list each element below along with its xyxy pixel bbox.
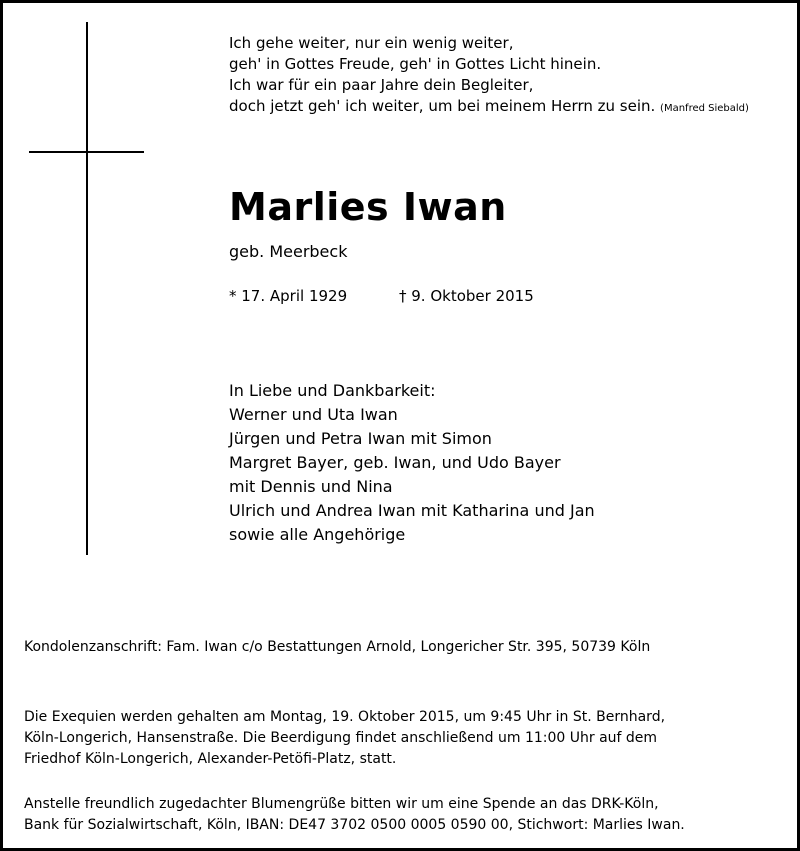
mourner-line: sowie alle Angehörige: [229, 525, 406, 544]
life-dates: [229, 286, 534, 306]
maiden-name: geb. Meerbeck: [229, 242, 348, 261]
donation-info: [24, 794, 685, 836]
cross-vertical-bar: [86, 22, 88, 555]
birth-date: * 17. April 1929: [229, 287, 348, 305]
mourner-line: Jürgen und Petra Iwan mit Simon: [229, 429, 492, 448]
mourner-line: mit Dennis und Nina: [229, 477, 393, 496]
mourner-line: Ulrich und Andrea Iwan mit Katharina und Jan: [229, 501, 595, 520]
mourner-line: Werner und Uta Iwan: [229, 405, 398, 424]
condolence-address-text: Kondolenzanschrift: Fam. Iwan c/o Bestattungen Arnold, Longericher Str. 395, 50739 Köln: [24, 639, 651, 655]
deceased-name: Marlies Iwan: [229, 185, 507, 229]
poem-line: Ich war für ein paar Jahre dein Begleiter,: [229, 76, 534, 94]
cross-horizontal-bar: [29, 151, 144, 153]
donation-info-line: Bank für Sozialwirtschaft, Köln, IBAN: DE47 3702 0500 0005 0590 00, Stichwort: Marlies Iwan.: [24, 817, 685, 833]
mourner-line: Margret Bayer, geb. Iwan, und Udo Bayer: [229, 453, 561, 472]
funeral-info-line: Köln-Longerich, Hansenstraße. Die Beerdigung findet anschließend um 11:00 Uhr auf dem: [24, 730, 658, 746]
poem: [229, 33, 749, 119]
funeral-info-line: Friedhof Köln-Longerich, Alexander-Petöfi-Platz, statt.: [24, 751, 397, 767]
poem-line-text: doch jetzt geh' ich weiter, um bei meinem Herrn zu sein.: [229, 97, 656, 115]
mourners-heading: In Liebe und Dankbarkeit:: [229, 381, 436, 400]
poem-line: [229, 96, 749, 119]
condolence-address: [24, 637, 650, 658]
poem-line: Ich gehe weiter, nur ein wenig weiter,: [229, 34, 514, 52]
poem-line: geh' in Gottes Freude, geh' in Gottes Licht hinein.: [229, 55, 602, 73]
mourners-list: [229, 379, 595, 547]
donation-info-line: Anstelle freundlich zugedachter Blumengrüße bitten wir um eine Spende an das DRK-Köln,: [24, 796, 659, 812]
funeral-info: [24, 707, 665, 770]
death-date: † 9. Oktober 2015: [399, 287, 534, 305]
funeral-info-line: Die Exequien werden gehalten am Montag, 19. Oktober 2015, um 9:45 Uhr in St. Bernhard,: [24, 709, 666, 725]
poem-author: (Manfred Siebald): [660, 103, 749, 114]
